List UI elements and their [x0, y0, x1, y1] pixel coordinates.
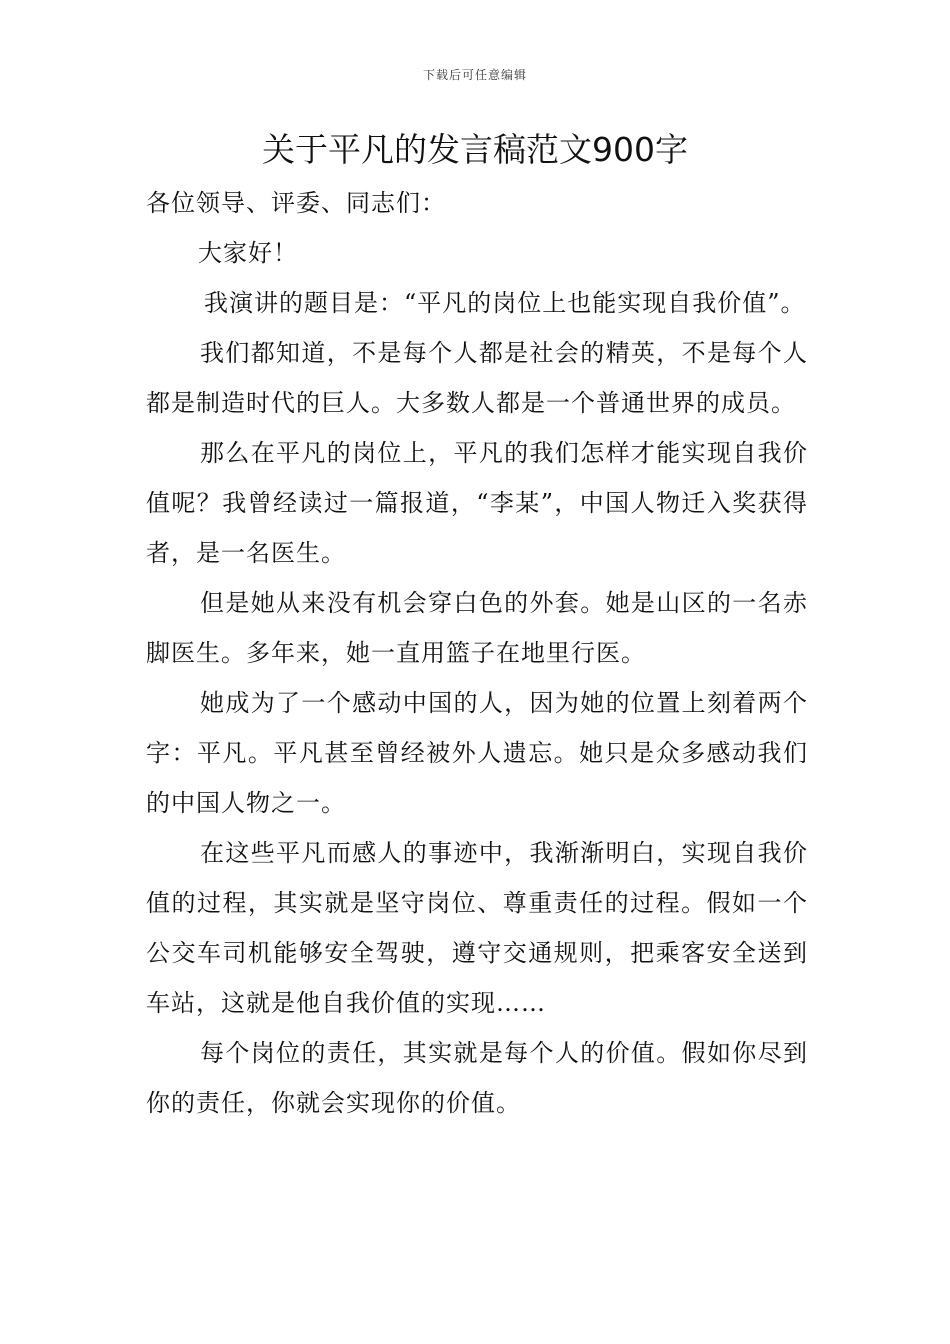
paragraph: 我演讲的题目是：“平凡的岗位上也能实现自我价值”。: [204, 289, 806, 317]
document-body: [146, 178, 808, 1128]
paragraph: 我们都知道，不是每个人都是社会的精英，不是每个人都是制造时代的巨人。大多数人都是一个普通世界的成员。: [146, 339, 808, 417]
paragraph: 但是她从来没有机会穿白色的外套。她是山区的一名赤脚医生。多年来，她一直用篮子在地里行医。: [146, 589, 808, 667]
header-note: 下载后可任意编辑: [422, 68, 527, 82]
document-title: 关于平凡的发言稿范文900字: [262, 130, 688, 169]
paragraph: 在这些平凡而感人的事迹中，我渐渐明白，实现自我价值的过程，其实就是坚守岗位、尊重责任的过程。假如一个公交车司机能够安全驾驶，遵守交通规则，把乘客安全送到车站，这就是他自我价值的实现……: [146, 839, 808, 1017]
paragraph: 每个岗位的责任，其实就是每个人的价值。假如你尽到你的责任，你就会实现你的价值。: [146, 1039, 808, 1117]
paragraph: 那么在平凡的岗位上，平凡的我们怎样才能实现自我价值呢？我曾经读过一篇报道，“李某”，中国人物迁入奖获得者，是一名医生。: [146, 439, 808, 567]
greeting: 大家好！: [198, 239, 298, 267]
salutation: 各位领导、评委、同志们：: [146, 189, 446, 217]
paragraph: 她成为了一个感动中国的人，因为她的位置上刻着两个字：平凡。平凡甚至曾经被外人遗忘。她只是众多感动我们的中国人物之一。: [146, 689, 808, 817]
